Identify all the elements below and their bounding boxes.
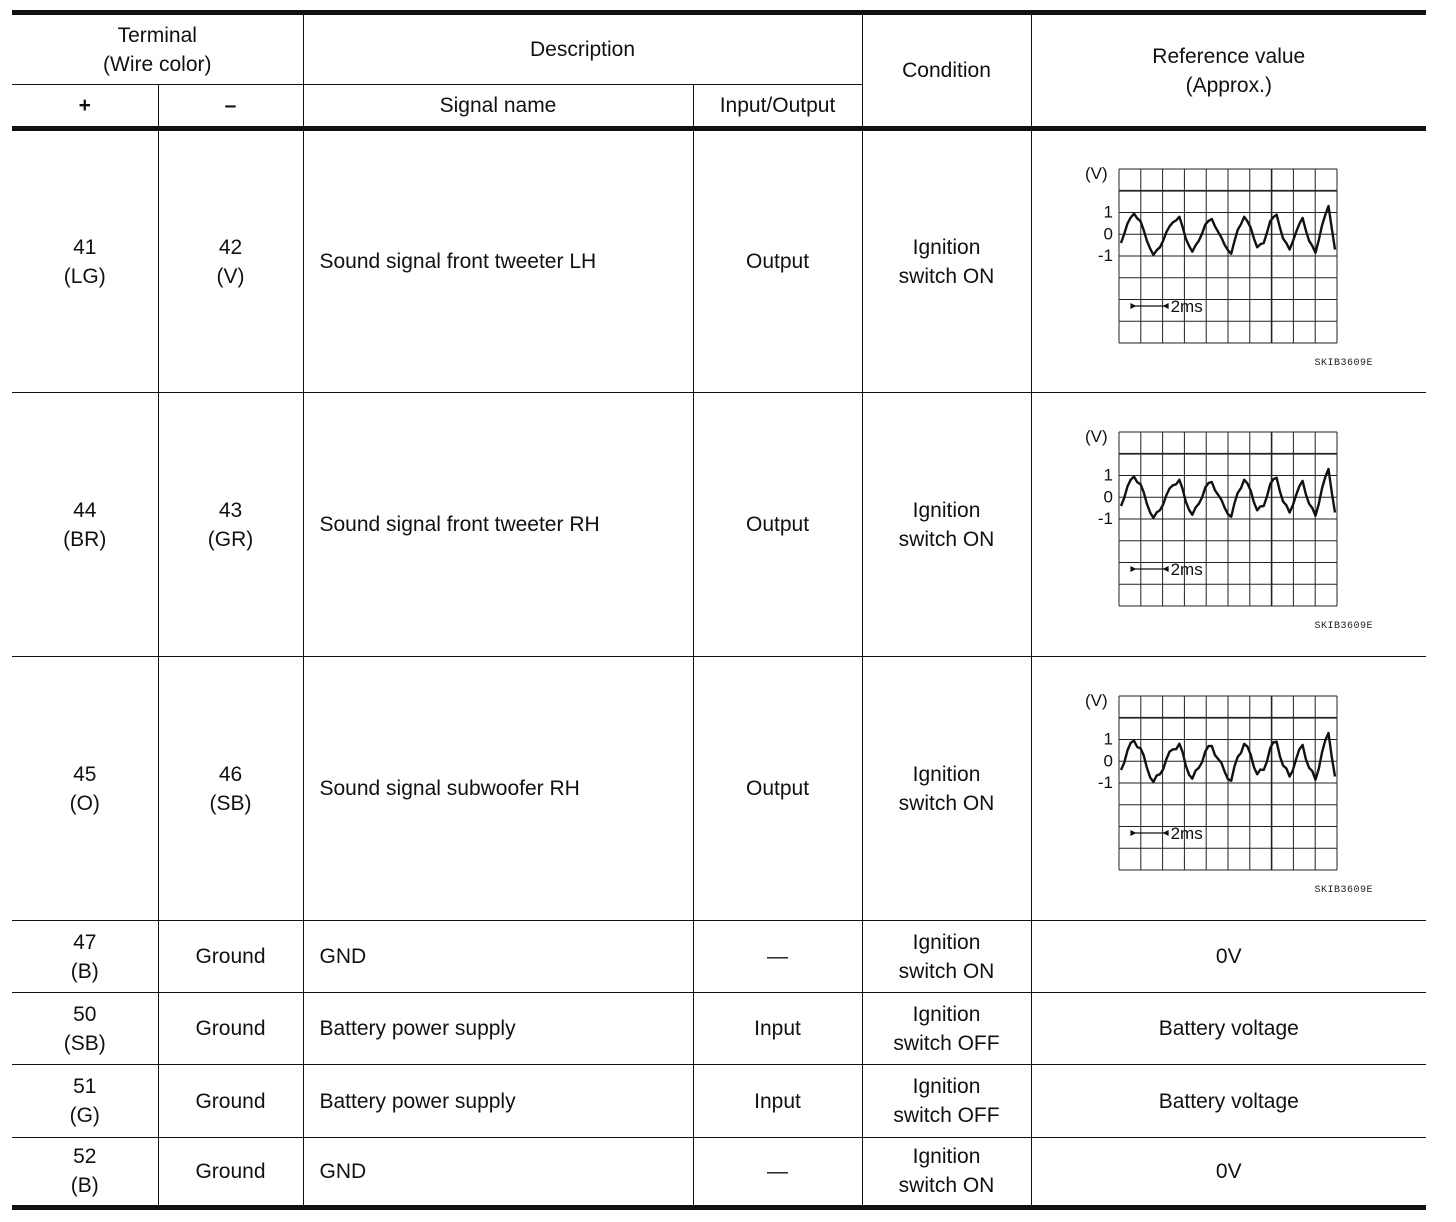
time-division-label: 2ms [1170,823,1203,843]
plus-terminal-cell: 50 (SB) [12,993,158,1065]
table-row [12,1065,1426,1137]
signal-name-cell: Sound signal subwoofer RH [303,657,693,921]
signal-name-cell: Battery power supply [303,993,693,1065]
input-output-cell: Output [693,129,862,393]
waveform-tick-label: 1 [1103,729,1113,749]
minus-terminal-cell: Ground [158,921,303,993]
minus-header: – [158,85,303,129]
waveform-tick-label: -1 [1097,508,1113,528]
reference-value-cell [1031,657,1426,921]
signal-name-header: Signal name [303,85,693,129]
description-header: Description [303,13,862,85]
waveform-unit-label: (V) [1084,163,1108,183]
input-output-cell: Input [693,1065,862,1137]
condition-cell: Ignition switch ON [862,129,1031,393]
condition-cell: Ignition switch OFF [862,1065,1031,1137]
plus-terminal-cell: 51 (G) [12,1065,158,1137]
condition-cell: Ignition switch ON [862,657,1031,921]
minus-terminal-cell: 46 (SB) [158,657,303,921]
table-row [12,921,1426,993]
plus-terminal-cell: 52 (B) [12,1137,158,1207]
figure-code: SKIB3609E [1314,620,1373,630]
minus-terminal-cell: 42 (V) [158,129,303,393]
minus-terminal-cell: Ground [158,1137,303,1207]
plus-terminal-cell: 45 (O) [12,657,158,921]
input-output-header: Input/Output [693,85,862,129]
waveform-chart [1079,420,1379,630]
table-body [12,129,1426,1208]
figure-code: SKIB3609E [1314,357,1373,367]
reference-value-cell: Battery voltage [1031,1065,1426,1137]
minus-terminal-cell: Ground [158,993,303,1065]
input-output-cell: — [693,921,862,993]
reference-value-cell [1031,129,1426,393]
signal-name-cell: Battery power supply [303,1065,693,1137]
waveform-tick-label: -1 [1097,245,1113,265]
condition-cell: Ignition switch OFF [862,993,1031,1065]
waveform-tick-label: 0 [1103,486,1113,506]
input-output-cell: — [693,1137,862,1207]
waveform-tick-label: 0 [1103,750,1113,770]
signal-name-cell: GND [303,921,693,993]
input-output-cell: Input [693,993,862,1065]
condition-cell: Ignition switch ON [862,1137,1031,1207]
waveform-chart [1079,684,1379,894]
waveform-tick-label: 0 [1103,224,1113,244]
reference-value-cell [1031,393,1426,657]
table-row [12,129,1426,393]
reference-value-cell: Battery voltage [1031,993,1426,1065]
table-row [12,1137,1426,1207]
waveform-tick-label: -1 [1097,772,1113,792]
table-row [12,657,1426,921]
plus-terminal-cell: 41 (LG) [12,129,158,393]
condition-cell: Ignition switch ON [862,921,1031,993]
condition-cell: Ignition switch ON [862,393,1031,657]
reference-value-cell: 0V [1031,1137,1426,1207]
time-division-label: 2ms [1170,559,1203,579]
terminal-header: Terminal (Wire color) [12,13,303,85]
waveform-unit-label: (V) [1084,690,1108,710]
reference-header: Reference value (Approx.) [1031,13,1426,129]
plus-header: + [12,85,158,129]
header-row-1 [12,13,1426,85]
minus-terminal-cell: Ground [158,1065,303,1137]
minus-terminal-cell: 43 (GR) [158,393,303,657]
plus-terminal-cell: 44 (BR) [12,393,158,657]
time-division-label: 2ms [1170,296,1203,316]
plus-terminal-cell: 47 (B) [12,921,158,993]
condition-header: Condition [862,13,1031,129]
waveform-chart [1079,157,1379,367]
figure-code: SKIB3609E [1314,884,1373,894]
signal-name-cell: Sound signal front tweeter LH [303,129,693,393]
table-row [12,393,1426,657]
signal-name-cell: GND [303,1137,693,1207]
waveform-tick-label: 1 [1103,202,1113,222]
input-output-cell: Output [693,393,862,657]
waveform-unit-label: (V) [1084,426,1108,446]
reference-value-cell: 0V [1031,921,1426,993]
terminal-spec-table [12,10,1426,1210]
input-output-cell: Output [693,657,862,921]
waveform-tick-label: 1 [1103,465,1113,485]
table-row [12,993,1426,1065]
signal-name-cell: Sound signal front tweeter RH [303,393,693,657]
